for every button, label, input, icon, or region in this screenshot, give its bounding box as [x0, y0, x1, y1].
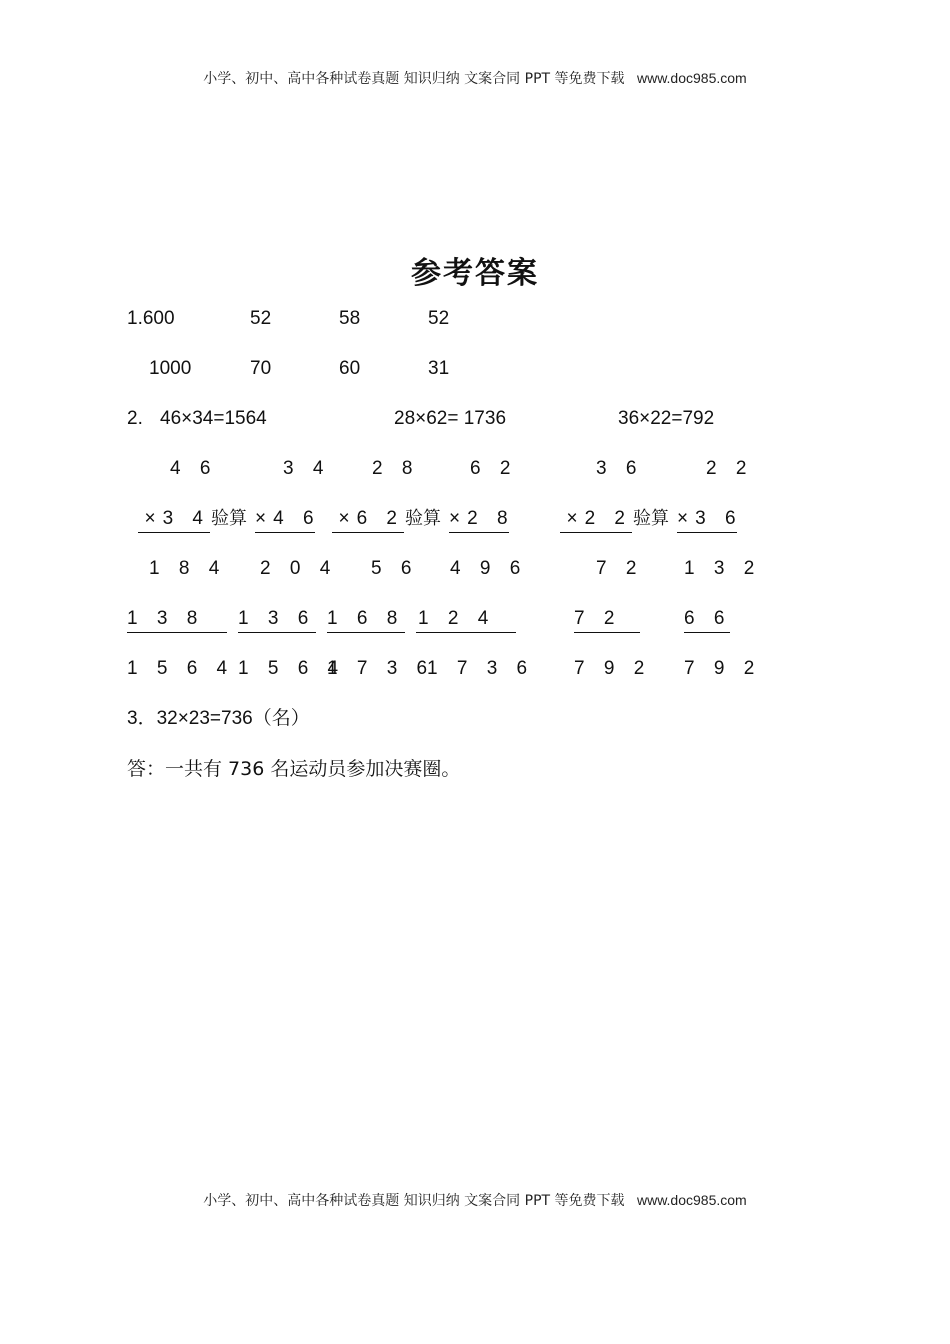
q3-answer: 答：一共有 736 名运动员参加决赛圈。: [127, 758, 461, 780]
q2-check-label: 验算: [405, 508, 441, 529]
q2-result: 7 9 2: [574, 658, 652, 679]
q2-multiplier: ×6 2: [332, 506, 404, 533]
q3-equation: 3．32×23=736（名）: [127, 708, 310, 729]
q1-row2-item: 1000: [149, 358, 192, 379]
q2-result: 1 7 3 6: [427, 658, 535, 679]
q2-equation: 28×62= 1736: [394, 408, 507, 429]
footer-text: 小学、初中、高中各种试卷真题 知识归纳 文案合同 PPT 等免费下载: [203, 1193, 625, 1209]
q2-top-number: 3 6: [596, 458, 644, 479]
q1-row2-item: 60: [339, 358, 361, 379]
q2-partial-product: 1 8 4: [149, 558, 227, 579]
q2-partial-product: 7 2: [596, 558, 644, 579]
q2-multiplier: ×3 4: [138, 506, 210, 533]
q2-equation: 46×34=1564: [160, 408, 267, 429]
q2-partial-product: 6 6: [684, 606, 730, 633]
q2-multiplier: ×3 6: [677, 506, 737, 533]
q2-partial-product: 7 2: [574, 606, 640, 633]
q1-row2-item: 31: [428, 358, 450, 379]
q2-partial-product: 4 9 6: [450, 558, 528, 579]
q1-row1-item: 1.600: [127, 308, 175, 329]
q2-check-label: 验算: [633, 508, 669, 529]
q1-row1-item: 58: [339, 308, 361, 329]
q2-multiplier: ×2 2: [560, 506, 632, 533]
q1-row1-item: 52: [428, 308, 450, 329]
page-title: 参考答案: [411, 256, 539, 291]
q2-partial-product: 2 0 4: [260, 558, 338, 579]
q2-equation: 36×22=792: [618, 408, 715, 429]
page-footer: [0, 1190, 950, 1210]
q1-row1-item: 52: [250, 308, 272, 329]
q2-top-number: 3 4: [283, 458, 331, 479]
q2-multiplier: ×4 6: [255, 506, 315, 533]
q2-result: 1 5 6 4: [238, 658, 346, 679]
q2-top-number: 2 8: [372, 458, 420, 479]
q2-result: 1 7 3 6: [327, 658, 435, 679]
q2-top-number: 4 6: [170, 458, 218, 479]
footer-url[interactable]: www.doc985.com: [636, 1192, 747, 1208]
q2-partial-product: 1 2 4: [416, 606, 516, 633]
page-header: [0, 68, 950, 88]
q2-top-number: 6 2: [470, 458, 518, 479]
q2-number: 2.: [127, 408, 143, 429]
header-text: 小学、初中、高中各种试卷真题 知识归纳 文案合同 PPT 等免费下载: [203, 71, 625, 87]
q1-row2-item: 70: [250, 358, 272, 379]
q2-partial-product: 1 3 6: [238, 606, 316, 633]
q2-check-label: 验算: [211, 508, 247, 529]
q2-partial-product: 5 6: [371, 558, 419, 579]
q2-partial-product: 1 3 2: [684, 558, 762, 579]
header-url[interactable]: www.doc985.com: [636, 70, 747, 86]
q2-result: 1 5 6 4: [127, 658, 235, 679]
q2-partial-product: 1 6 8: [327, 606, 405, 633]
q2-result: 7 9 2: [684, 658, 762, 679]
q2-top-number: 2 2: [706, 458, 754, 479]
q2-partial-product: 1 3 8: [127, 606, 227, 633]
q2-multiplier: ×2 8: [449, 506, 509, 533]
